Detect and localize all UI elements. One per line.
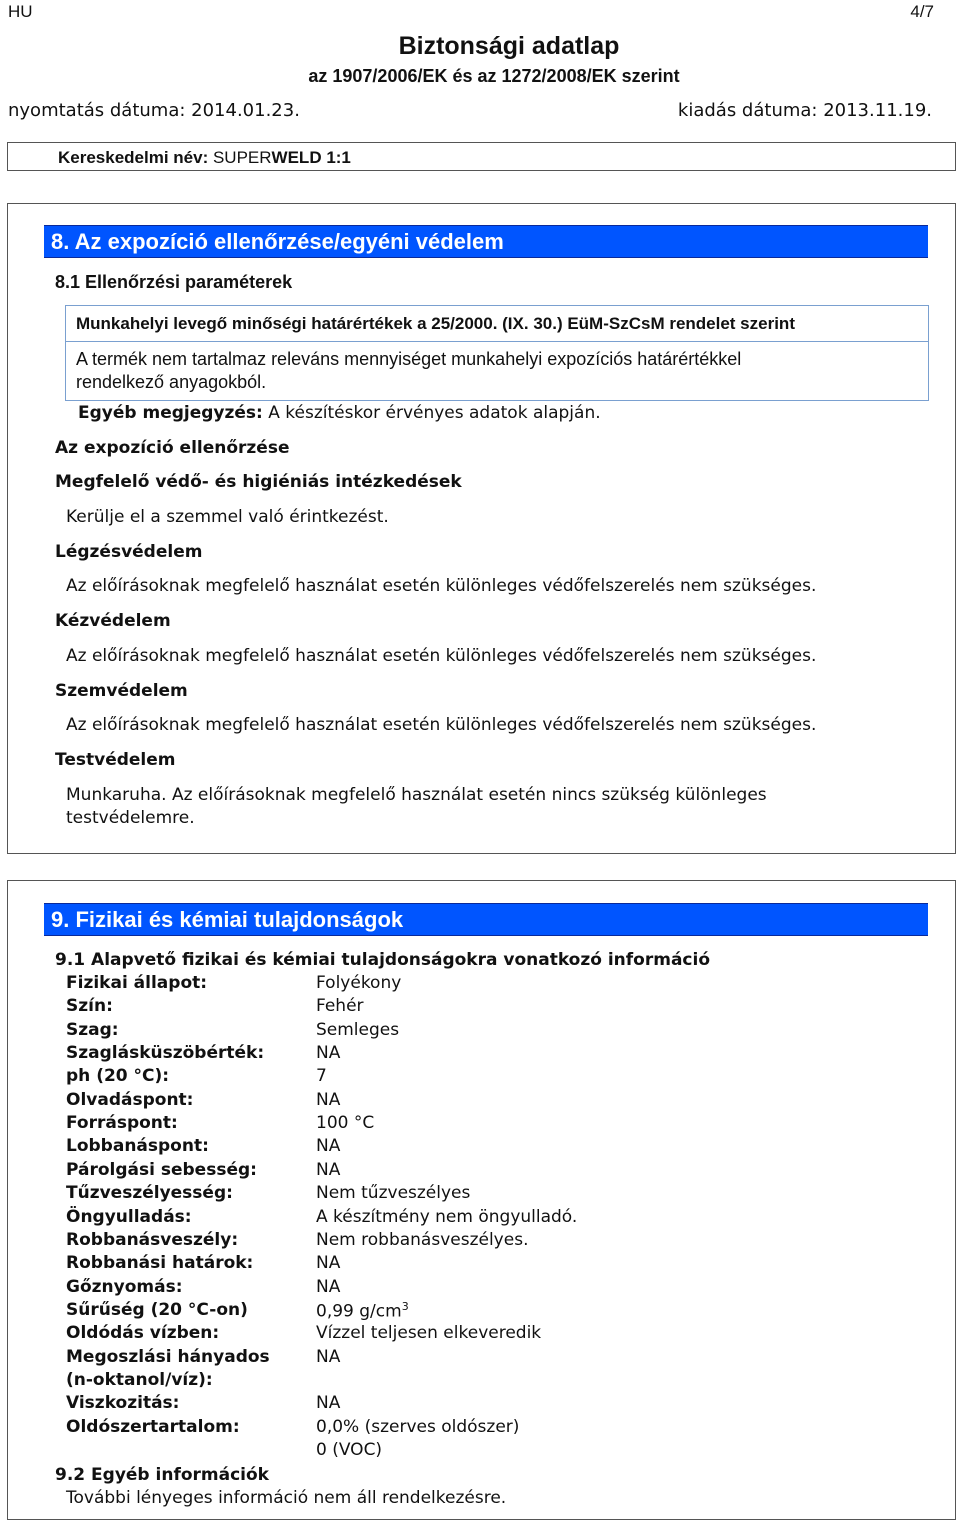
- measures-text: Kerülje el a szemmel való érintkezést.: [66, 507, 389, 527]
- property-label: Viszkozitás:: [66, 1393, 180, 1413]
- property-value-text: NA: [316, 1090, 341, 1110]
- property-value-superscript: 3: [401, 1300, 409, 1313]
- property-value: [316, 996, 364, 1016]
- property-label: Szín:: [66, 996, 113, 1016]
- property-value: [316, 1160, 340, 1180]
- issue-date: kiadás dátuma: 2013.11.19.: [677, 100, 932, 121]
- property-value: [316, 1136, 340, 1156]
- property-value: [316, 1183, 470, 1203]
- property-value: [316, 1440, 382, 1460]
- property-value: [316, 1230, 528, 1250]
- exposure-control-title: Az expozíció ellenőrzése: [55, 438, 290, 458]
- property-label: Olvadáspont:: [66, 1090, 194, 1110]
- property-value-text: 7: [316, 1066, 327, 1086]
- property-value-text: Folyékony: [316, 973, 402, 993]
- property-label: Lobbanáspont:: [66, 1136, 209, 1156]
- section-9-2-heading: 9.2 Egyéb információk: [55, 1465, 269, 1485]
- property-value-text: NA: [316, 1277, 341, 1297]
- property-value: [316, 1207, 577, 1227]
- property-value: [316, 1347, 340, 1367]
- property-value: [316, 1090, 340, 1110]
- property-label: Tűzveszélyesség:: [66, 1183, 233, 1203]
- property-label: Forráspont:: [66, 1113, 178, 1133]
- property-value-text: NA: [316, 1393, 341, 1413]
- property-label: (n-oktanol/víz):: [66, 1370, 213, 1390]
- property-label: Párolgási sebesség:: [66, 1160, 257, 1180]
- property-value: [316, 1020, 399, 1040]
- property-value: [316, 973, 401, 993]
- trade-name: [58, 148, 351, 168]
- property-value: [316, 1393, 340, 1413]
- property-value-text: 100 °C: [316, 1113, 375, 1133]
- document-title: Biztonsági adatlap: [398, 32, 620, 60]
- property-label: Öngyulladás:: [66, 1207, 192, 1227]
- property-value: [316, 1043, 340, 1063]
- property-label: Oldódás vízben:: [66, 1323, 220, 1343]
- print-date: nyomtatás dátuma: 2014.01.23.: [8, 100, 300, 121]
- section-9-title: 9. Fizikai és kémiai tulajdonságok: [44, 903, 928, 936]
- property-value-text: Nem robbanásveszélyes.: [316, 1230, 529, 1250]
- hand-protection-text: Az előírásoknak megfelelő használat esetén különleges védőfelszerelés nem szükséges.: [66, 646, 817, 666]
- other-remark-label: Egyéb megjegyzés:: [78, 403, 263, 423]
- language-code: HU: [8, 2, 33, 21]
- property-value: [316, 1417, 519, 1437]
- property-label: Oldószertartalom:: [66, 1417, 240, 1437]
- property-value: [316, 1300, 409, 1322]
- exposure-limits-header: Munkahelyi levegő minőségi határértékek a 25/2000. (IX. 30.) EüM-SzCsM rendelet szerint: [76, 314, 795, 333]
- other-remark-value: A készítéskor érvényes adatok alapján.: [262, 403, 601, 423]
- body-protection-title: Testvédelem: [55, 750, 176, 770]
- document-subtitle: az 1907/2006/EK és az 1272/2008/EK szerint: [308, 66, 680, 86]
- property-value-text: NA: [316, 1347, 341, 1367]
- other-remark: [78, 403, 601, 423]
- exposure-limits-separator: [65, 341, 929, 342]
- property-label: Szag:: [66, 1020, 119, 1040]
- trade-name-rest: WELD 1:1: [271, 148, 351, 167]
- body-protection-text-1: Munkaruha. Az előírásoknak megfelelő használat esetén nincs szükség különleges: [66, 785, 767, 805]
- property-label: Robbanásveszély:: [66, 1230, 239, 1250]
- property-value: [316, 1066, 327, 1086]
- property-label: Fizikai állapot:: [66, 973, 208, 993]
- section-9-2-text: További lényeges információ nem áll rendelkezésre.: [66, 1488, 507, 1508]
- trade-name-label: Kereskedelmi név:: [58, 148, 213, 167]
- property-value-text: NA: [316, 1043, 341, 1063]
- property-value-text: 0,0% (szerves oldószer): [316, 1417, 520, 1437]
- property-value-text: 0,99 g/cm: [316, 1301, 402, 1322]
- exposure-limits-text-1: A termék nem tartalmaz releváns mennyiséget munkahelyi expozíciós határértékkel: [76, 349, 742, 369]
- property-value-text: Vízzel teljesen elkeveredik: [316, 1323, 542, 1343]
- trade-name-prefix: SUPER: [212, 148, 272, 167]
- section-9-1-heading: 9.1 Alapvető fizikai és kémiai tulajdonságokra vonatkozó információ: [55, 950, 711, 970]
- property-value-text: Semleges: [316, 1020, 400, 1040]
- property-value: [316, 1323, 541, 1343]
- property-label: ph (20 °C):: [66, 1066, 170, 1086]
- eye-protection-title: Szemvédelem: [55, 681, 188, 701]
- property-label: Szaglásküszöbérték:: [66, 1043, 265, 1063]
- property-label: Megoszlási hányados: [66, 1347, 270, 1367]
- exposure-limits-text-2: rendelkező anyagokból.: [76, 372, 267, 392]
- measures-title: Megfelelő védő- és higiéniás intézkedések: [55, 472, 462, 492]
- property-value-text: Fehér: [316, 996, 364, 1016]
- property-value-text: NA: [316, 1160, 341, 1180]
- page-number: 4/7: [910, 2, 934, 21]
- property-value-text: NA: [316, 1253, 341, 1273]
- property-value: [316, 1113, 374, 1133]
- property-value-text: NA: [316, 1136, 341, 1156]
- section-8-title: 8. Az expozíció ellenőrzése/egyéni védelem: [44, 225, 928, 258]
- property-value: [316, 1277, 340, 1297]
- body-protection-text-2: testvédelemre.: [66, 808, 195, 828]
- property-label: Sűrűség (20 °C-on): [66, 1300, 248, 1320]
- hand-protection-title: Kézvédelem: [55, 611, 171, 631]
- property-label: Robbanási határok:: [66, 1253, 254, 1273]
- property-value: [316, 1253, 340, 1273]
- respiratory-title: Légzésvédelem: [55, 542, 203, 562]
- eye-protection-text: Az előírásoknak megfelelő használat esetén különleges védőfelszerelés nem szükséges.: [66, 715, 817, 735]
- property-value-text: 0 (VOC): [316, 1440, 383, 1460]
- property-value-text: Nem tűzveszélyes: [316, 1183, 471, 1203]
- property-label: Gőznyomás:: [66, 1277, 183, 1297]
- respiratory-text: Az előírásoknak megfelelő használat esetén különleges védőfelszerelés nem szükséges.: [66, 576, 817, 596]
- section-8-1-heading: 8.1 Ellenőrzési paraméterek: [55, 272, 293, 292]
- property-value-text: A készítmény nem öngyulladó.: [316, 1207, 578, 1227]
